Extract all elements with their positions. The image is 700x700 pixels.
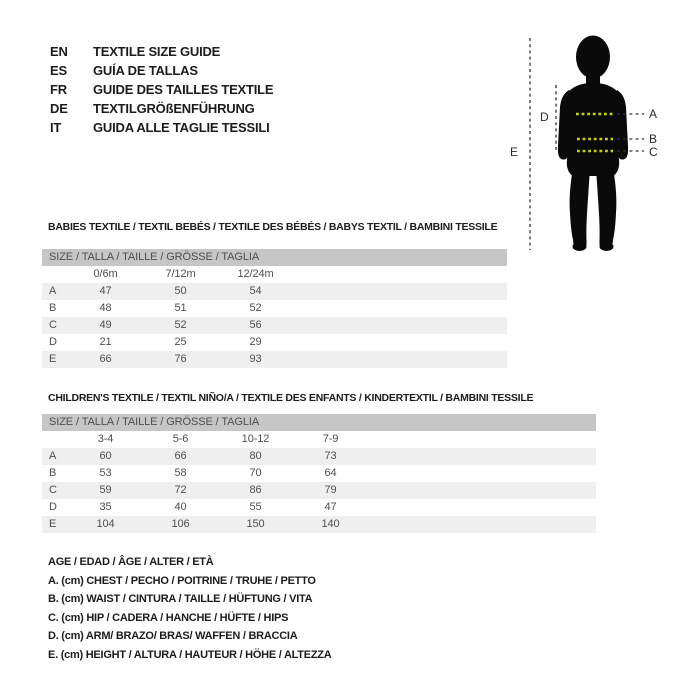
row-label: D: [49, 336, 57, 348]
lang-label: GUIDA ALLE TAGLIE TESSILI: [93, 120, 270, 135]
row-label: D: [49, 501, 57, 513]
table-row-e: [42, 351, 507, 368]
row-label: E: [49, 353, 57, 365]
size-value: 86: [249, 484, 262, 496]
size-value: 51: [174, 302, 187, 314]
size-value: 79: [324, 484, 337, 496]
size-value: 80: [249, 450, 262, 462]
size-value: 93: [249, 353, 262, 365]
row-label: B: [49, 302, 57, 314]
table-row-a: [42, 448, 596, 465]
size-value: 47: [324, 501, 337, 513]
legend-hip-line: C. (cm) HIP / CADERA / HANCHE / HÜFTE / HIPS: [48, 611, 289, 624]
lang-row-fr: [50, 80, 273, 99]
size-value: 104: [96, 518, 115, 530]
size-column-header: 10-12: [241, 433, 270, 445]
children-size-table: [42, 414, 596, 533]
figure-label-b: B: [649, 132, 658, 146]
row-label: B: [49, 467, 57, 479]
lang-row-it: [50, 118, 273, 137]
lang-code: DE: [50, 101, 68, 116]
size-value: 48: [99, 302, 112, 314]
size-value: 140: [321, 518, 340, 530]
size-value: 106: [171, 518, 190, 530]
language-title-list: [50, 42, 273, 137]
lang-label: TEXTILE SIZE GUIDE: [93, 44, 221, 59]
size-header-bar: SIZE / TALLA / TAILLE / GRÖSSE / TAGLIA: [42, 249, 507, 266]
size-value: 66: [174, 450, 187, 462]
table-row-e: [42, 516, 596, 533]
table-row-d: [42, 334, 507, 351]
legend-height-line: E. (cm) HEIGHT / ALTURA / HAUTEUR / HÖHE / ALTEZZA: [48, 648, 332, 661]
measurement-legend: [48, 553, 331, 665]
size-value: 52: [174, 319, 187, 331]
figure-label-e: E: [510, 145, 519, 159]
lang-code: ES: [50, 63, 67, 78]
lang-code: EN: [50, 44, 68, 59]
lang-row-en: [50, 42, 273, 61]
lang-label: GUÍA DE TALLAS: [93, 63, 198, 78]
table-row-c: [42, 482, 596, 499]
size-value: 72: [174, 484, 187, 496]
size-columns-row: [42, 431, 596, 448]
lang-row-es: [50, 61, 273, 80]
size-value: 55: [249, 501, 262, 513]
figure-label-a: A: [649, 107, 658, 121]
size-column-header: 5-6: [172, 433, 189, 445]
lang-label: GUIDE DES TAILLES TEXTILE: [93, 82, 274, 97]
size-value: 70: [249, 467, 262, 479]
child-measurement-figure: [505, 28, 670, 255]
legend-age-line: AGE / EDAD / ÂGE / ALTER / ETÀ: [48, 556, 214, 568]
lang-label: TEXTILGRÖßENFÜHRUNG: [93, 101, 255, 116]
empty-corner-cell: [42, 266, 68, 283]
row-label: E: [49, 518, 57, 530]
babies-size-table: [42, 249, 507, 368]
size-column-header: 7/12m: [165, 268, 196, 280]
legend-arm-line: D. (cm) ARM/ BRAZO/ BRAS/ WAFFEN / BRACCIA: [48, 630, 298, 643]
size-value: 64: [324, 467, 337, 479]
legend-chest-line: A. (cm) CHEST / PECHO / POITRINE / TRUHE / PETTO: [48, 574, 316, 587]
figure-label-d: D: [540, 110, 549, 124]
size-value: 58: [174, 467, 187, 479]
size-value: 76: [174, 353, 187, 365]
size-value: 66: [99, 353, 112, 365]
empty-corner-cell: [42, 431, 68, 448]
size-value: 29: [249, 336, 262, 348]
size-header-bar: SIZE / TALLA / TAILLE / GRÖSSE / TAGLIA: [42, 414, 596, 431]
size-value: 35: [99, 501, 112, 513]
size-column-header: 7-9: [322, 433, 339, 445]
size-value: 21: [99, 336, 112, 348]
row-label: C: [49, 484, 57, 496]
row-label: C: [49, 319, 57, 331]
size-value: 59: [99, 484, 112, 496]
size-value: 150: [246, 518, 265, 530]
babies-section-title: BABIES TEXTILE / TEXTIL BEBÉS / TEXTILE DES BÉBÉS / BABYS TEXTIL / BAMBINI TESSILE: [48, 221, 498, 233]
size-columns-row: [42, 266, 507, 283]
legend-waist-line: B. (cm) WAIST / CINTURA / TAILLE / HÜFTUNG / VITA: [48, 593, 313, 606]
table-row-b: [42, 300, 507, 317]
child-silhouette-icon: [558, 36, 628, 252]
size-value: 50: [174, 285, 187, 297]
children-section-title: CHILDREN'S TEXTILE / TEXTIL NIÑO/A / TEXTILE DES ENFANTS / KINDERTEXTIL / BAMBINI TESSILE: [48, 392, 534, 404]
size-column-header: 3-4: [97, 433, 114, 445]
lang-code: FR: [50, 82, 67, 97]
size-value: 52: [249, 302, 262, 314]
size-value: 25: [174, 336, 187, 348]
figure-label-c: C: [649, 145, 658, 159]
size-value: 56: [249, 319, 262, 331]
row-label: A: [49, 285, 57, 297]
size-value: 47: [99, 285, 112, 297]
lang-row-de: [50, 99, 273, 118]
size-value: 40: [174, 501, 187, 513]
size-value: 53: [99, 467, 112, 479]
table-row-c: [42, 317, 507, 334]
size-column-header: 0/6m: [93, 268, 118, 280]
size-value: 49: [99, 319, 112, 331]
lang-code: IT: [50, 120, 62, 135]
table-row-d: [42, 499, 596, 516]
size-value: 73: [324, 450, 337, 462]
table-row-b: [42, 465, 596, 482]
size-value: 60: [99, 450, 112, 462]
table-row-a: [42, 283, 507, 300]
row-label: A: [49, 450, 57, 462]
size-column-header: 12/24m: [237, 268, 274, 280]
size-value: 54: [249, 285, 262, 297]
